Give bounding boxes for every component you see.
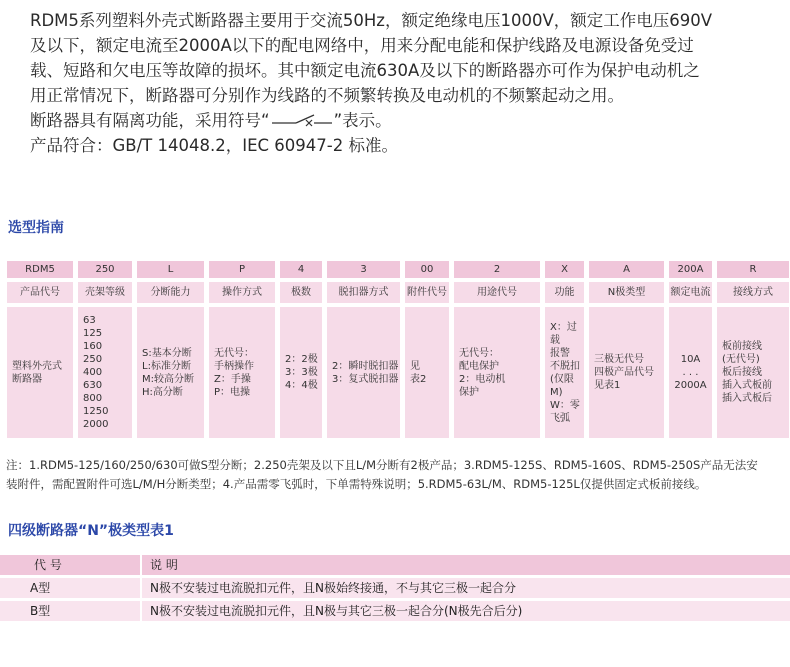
detail-cell-release: 2：瞬时脱扣器 3：复式脱扣器 — [326, 306, 401, 439]
code-cell-wiring: R — [716, 260, 790, 279]
table-row — [0, 578, 790, 598]
intro-line-2: 及以下，额定电流至2000A以下的配电网络中，用来分配电能和保护线路及电源设备免受过 — [30, 36, 694, 55]
selection-guide-title: 选型指南 — [8, 220, 64, 236]
code-cell-frame: 250 — [77, 260, 133, 279]
detail-cell-product: 塑料外壳式 断路器 — [6, 306, 74, 439]
note-line-2: 装附件，需配置附件可选L/M/H分断类型；4.产品需零飞弧时，下单需特殊说明；5.RDM5-63L/M、RDM5-125L仅提供固定式板前接线。 — [6, 477, 707, 491]
detail-cell-current: 10A . . . 2000A — [668, 306, 713, 439]
intro-line-3: 载、短路和欠电压等故障的损坏。其中额定电流630A及以下的断路器亦可作为保护电动机之 — [30, 61, 700, 80]
n-table-header-row — [0, 555, 790, 575]
code-cell-product: RDM5 — [6, 260, 74, 279]
n-table-code: B型 — [0, 601, 140, 621]
label-cell-operation: 操作方式 — [208, 281, 276, 304]
intro-line-4: 用正常情况下，断路器可分别作为线路的不频繁转换及电动机的不频繁起动之用。 — [30, 86, 624, 105]
detail-cell-poles: 2：2极 3：3极 4：4极 — [279, 306, 323, 439]
intro-line-1: RDM5系列塑料外壳式断路器主要用于交流50Hz，额定绝缘电压1000V，额定工作电压690V — [30, 11, 713, 30]
code-cell-poles: 4 — [279, 260, 323, 279]
code-cell-breaking: L — [136, 260, 205, 279]
detail-cell-operation: 无代号： 手柄操作 Z：手操 P：电操 — [208, 306, 276, 439]
code-cell-release: 3 — [326, 260, 401, 279]
detail-cell-n-pole: 三极无代号 四极产品代号 见表1 — [588, 306, 665, 439]
detail-cell-frame: 63 125 160 250 400 630 800 1250 2000 — [77, 306, 133, 439]
detail-cell-breaking: S:基本分断 L:标准分断 M:较高分断 H:高分断 — [136, 306, 205, 439]
n-table-header-desc: 说 明 — [142, 555, 790, 575]
label-cell-wiring: 接线方式 — [716, 281, 790, 304]
isolating-switch-symbol-icon — [270, 112, 334, 128]
code-cell-function: X — [544, 260, 585, 279]
intro-line-5-before: 断路器具有隔离功能，采用符号“ — [30, 111, 270, 130]
intro-text — [30, 8, 782, 158]
label-cell-accessory: 附件代号 — [404, 281, 450, 304]
label-cell-usage: 用途代号 — [453, 281, 541, 304]
detail-cell-accessory: 见 表2 — [404, 306, 450, 439]
n-table-desc: N极不安装过电流脱扣元件，且N极始终接通，不与其它三极一起合分 — [142, 578, 790, 598]
code-cell-current: 200A — [668, 260, 713, 279]
label-cell-release: 脱扣器方式 — [326, 281, 401, 304]
detail-cell-usage: 无代号： 配电保护 2：电动机 保护 — [453, 306, 541, 439]
code-cell-operation: P — [208, 260, 276, 279]
n-table-desc: N极不安装过电流脱扣元件，且N极与其它三极一起合分(N极先合后分) — [142, 601, 790, 621]
label-cell-frame: 壳架等级 — [77, 281, 133, 304]
intro-line-5-after: ”表示。 — [333, 111, 392, 130]
detail-cell-function: X：过载 报警 不脱扣 (仅限 M) W：零 飞弧 — [544, 306, 585, 439]
detail-cell-wiring: 板前接线 (无代号) 板后接线 插入式板前 插入式板后 — [716, 306, 790, 439]
code-cell-usage: 2 — [453, 260, 541, 279]
label-cell-function: 功能 — [544, 281, 585, 304]
n-table-header-code: 代 号 — [0, 555, 140, 575]
note-line-1: 注：1.RDM5-125/160/250/630可做S型分断；2.250壳架及以下且L/M分断有2极产品；3.RDM5-125S、RDM5-160S、RDM5-250S产品无法安 — [6, 458, 758, 472]
label-cell-product: 产品代号 — [6, 281, 74, 304]
table-row — [0, 601, 790, 621]
code-cell-accessory: 00 — [404, 260, 450, 279]
n-pole-table-title: 四级断路器“N”极类型表1 — [8, 523, 174, 539]
label-cell-current: 额定电流 — [668, 281, 713, 304]
notes — [6, 456, 786, 494]
label-cell-breaking: 分断能力 — [136, 281, 205, 304]
label-cell-poles: 极数 — [279, 281, 323, 304]
intro-line-6: 产品符合：GB/T 14048.2，IEC 60947-2 标准。 — [30, 136, 398, 155]
code-cell-n-pole: A — [588, 260, 665, 279]
intro-line-5 — [30, 108, 782, 133]
n-table-code: A型 — [0, 578, 140, 598]
label-cell-n-pole: N极类型 — [588, 281, 665, 304]
